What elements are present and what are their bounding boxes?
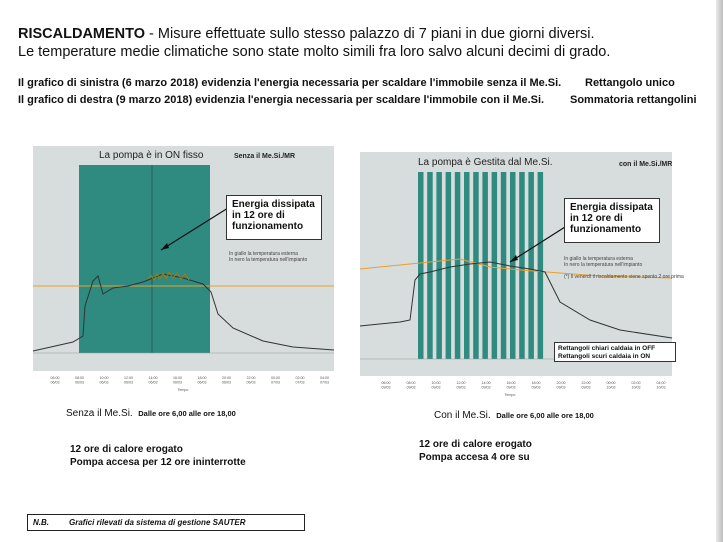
right-callout-line: Energia dissipata [570,202,653,213]
left-chart-tag: Rettangolo unico [585,77,675,89]
title-rest: - Misure effettuate sullo stesso palazzo di 7 piani in due giorni diversi. [145,26,595,42]
right-panel-tag: con il Me.Si./MR [619,161,673,168]
right-note-line: (*) Il venerdì il riscaldamento viene spento 2 ore prima [564,274,684,280]
left-chart-svg [33,146,334,400]
x-tick-label: 16:00 09/03 [506,381,516,390]
footer-note-box [27,514,305,531]
x-tick-label: 06:00 06/03 [50,376,60,385]
right-stat-pump: Pompa accesa 4 ore su [419,452,530,463]
right-legend-box [554,342,676,362]
right-caption-time: Dalle ore 6,00 alle ore 18,00 [496,411,594,420]
left-caption [66,408,236,419]
right-pump-on-bar [473,172,479,359]
right-caption-main: Con il Me.Si. [434,410,491,421]
footer-nb-label: N.B. [33,518,49,527]
right-callout-box [564,198,660,243]
x-tick-label: 18:00 09/03 [531,381,541,390]
right-pump-on-bar [519,172,525,359]
x-tick-label: 02:00 07/03 [295,376,305,385]
left-callout-line: funzionamento [232,221,304,232]
right-pump-on-bar [418,172,424,359]
right-stat-hours: 12 ore di calore erogato [419,439,532,450]
right-legend-line: Rettangoli scuri caldaia in ON [558,353,651,360]
left-chart [33,146,334,400]
right-pump-on-bar [492,172,498,359]
right-panel-title: La pompa è Gestita dal Me.Si. [418,157,553,168]
right-note-line: In nero la temperatura nell'impianto [564,262,643,268]
left-pump-on-block [79,165,210,353]
right-pump-on-bar [464,172,470,359]
x-tick-label: 04:00 07/03 [320,376,329,385]
left-note [229,251,307,263]
x-tick-label: 04:00 10/03 [656,381,666,390]
slide-title [18,26,595,42]
right-pump-on-bar [528,172,534,359]
title-bold: RISCALDAMENTO [18,26,146,42]
right-callout-line: funzionamento [570,224,642,235]
x-tick-label: 12:00 09/03 [456,381,466,390]
right-pump-on-bar [436,172,442,359]
x-tick-label: 08:00 09/03 [406,381,416,390]
left-callout-line: in 12 ore di [232,210,285,221]
x-tick-label: 06:00 09/03 [381,381,391,390]
x-tick-label: 00:00 10/03 [606,381,616,390]
right-callout-line: in 12 ore di [570,213,623,224]
left-panel-tag: Senza il Me.Si./MR [234,153,296,160]
left-callout-box [226,195,322,240]
x-tick-label: 10:00 09/03 [431,381,441,390]
x-axis-label: Tempo [504,393,516,397]
right-pump-on-bar [510,172,516,359]
x-tick-label: 12:00 06/03 [124,376,133,385]
x-tick-label: 02:00 10/03 [631,381,641,390]
left-note-line: In nero la temperatura nell'impianto [229,257,308,263]
right-caption [434,410,594,421]
left-panel-title: La pompa è in ON fisso [99,150,204,161]
right-stats [419,438,532,464]
left-caption-time: Dalle ore 6,00 alle ore 18,00 [138,409,236,418]
x-tick-label: 20:00 06/03 [222,376,231,385]
left-chart-description: Il grafico di sinistra (6 marzo 2018) evidenzia l'energia necessaria per scaldare l'immobile senza il Me.Si. [18,77,562,89]
page-edge-shadow [716,0,723,542]
x-tick-label: 00:00 07/03 [271,376,280,385]
x-tick-label: 08:00 06/03 [75,376,84,385]
right-pump-on-bar [427,172,433,359]
x-tick-label: 10:00 06/03 [99,376,109,385]
left-caption-main: Senza il Me.Si. [66,408,133,419]
x-tick-label: 14:00 06/03 [148,376,158,385]
x-tick-label: 16:00 06/03 [173,376,182,385]
left-note-line: In giallo la temperatura esterna [229,251,298,257]
right-chart-description: Il grafico di destra (9 marzo 2018) evidenzia l'energia necessaria per scaldare l'immobile con il Me.Si. [18,94,545,106]
right-legend-line: Rettangoli chiari caldaia in OFF [558,345,656,352]
x-tick-label: 22:00 09/03 [581,381,591,390]
right-note [564,256,684,280]
right-pump-on-bar [446,172,452,359]
left-stat-pump: Pompa accesa per 12 ore ininterrotte [70,457,246,468]
left-stats [70,443,246,469]
x-tick-label: 18:00 06/03 [197,376,207,385]
x-tick-label: 14:00 09/03 [481,381,491,390]
x-tick-label: 22:00 06/03 [246,376,256,385]
footer-note-text: Grafici rilevati da sistema di gestione SAUTER [69,518,246,527]
right-pump-on-bar [538,172,544,359]
subtitle-line: Le temperature medie climatiche sono state molto simili fra loro salvo alcuni decimi di grado. [18,44,611,60]
x-axis-label: Tempo [177,388,189,392]
x-tick-label: 20:00 09/03 [556,381,566,390]
right-chart-tag: Sommatoria rettangolini [570,94,697,106]
left-callout-line: Energia dissipata [232,199,315,210]
left-stat-hours: 12 ore di calore erogato [70,444,183,455]
right-chart [360,152,684,404]
right-note-line: In giallo la temperatura esterna [564,256,633,262]
